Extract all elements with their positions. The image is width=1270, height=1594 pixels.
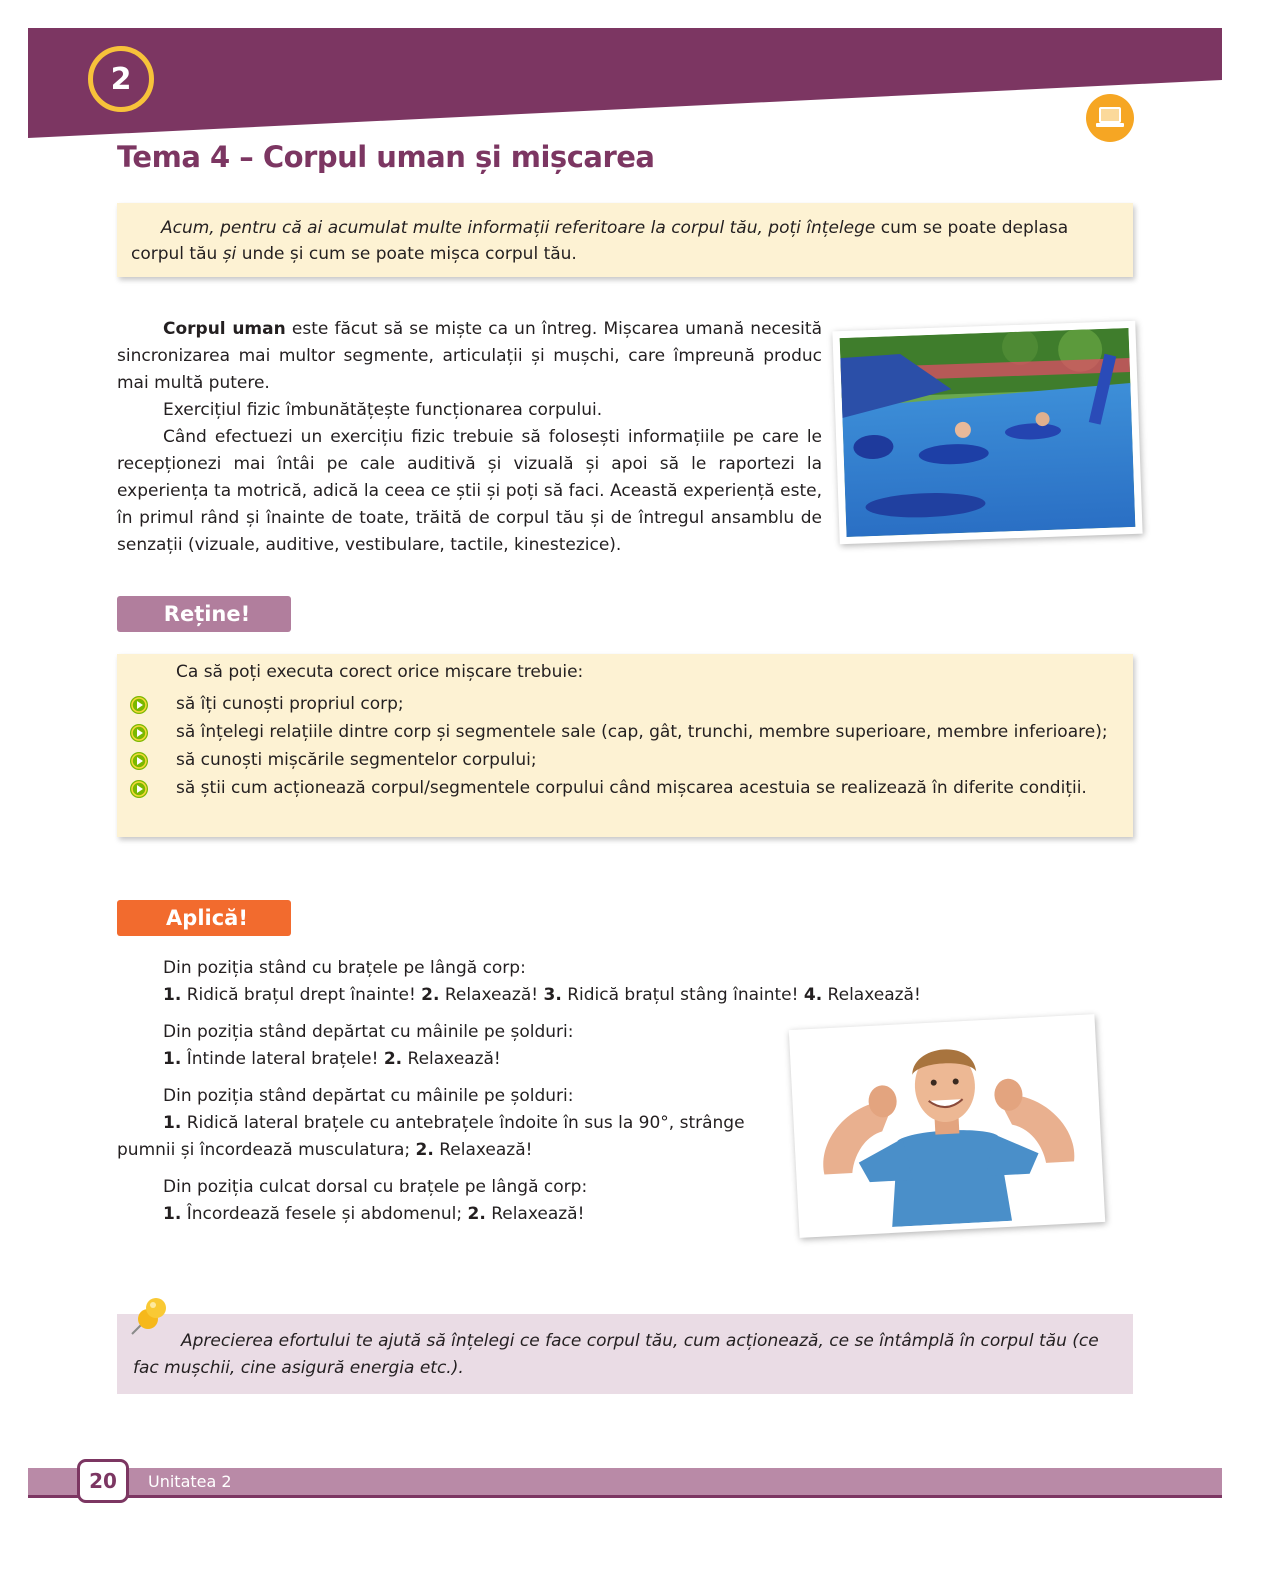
- exercise-steps: [117, 1110, 777, 1137]
- retine-item-text: să cunoști mișcările segmentelor corpului;: [176, 750, 537, 770]
- play-bullet-icon: [130, 752, 148, 770]
- exercise-intro: Din poziția culcat dorsal cu brațele pe lângă corp:: [163, 1177, 588, 1197]
- laptop-icon[interactable]: [1086, 94, 1134, 142]
- step-text: Relaxează!: [822, 985, 921, 1005]
- retine-item-text: să îți cunoști propriul corp;: [176, 694, 404, 714]
- play-bullet-icon: [130, 696, 148, 714]
- list-item: [117, 775, 1133, 802]
- footer-unit-label: Unitatea 2: [148, 1472, 232, 1491]
- step-text: Relaxează!: [433, 1140, 533, 1160]
- step-number: 2.: [467, 1204, 486, 1224]
- body-text: [117, 316, 822, 559]
- step-number: 1.: [163, 1049, 182, 1069]
- exercise-steps-cont: [117, 1137, 777, 1164]
- exercise-1: [117, 955, 957, 1009]
- exercise-steps: [117, 1201, 777, 1228]
- play-bullet-icon: [130, 780, 148, 798]
- paragraph-1-text: este făcut să se miște ca un întreg. Mișcarea umană necesită sincronizarea mai multor segmente, articulații și mușchi, care împreună produc mai multă putere.: [117, 319, 822, 393]
- intro-box: [117, 203, 1133, 277]
- list-item: [117, 691, 1133, 718]
- play-bullet-icon: [130, 724, 148, 742]
- paragraph-3: Când efectuezi un exercițiu fizic trebuie să folosești informațiile pe care le recepționezi mai întâi pe cale auditivă și vizuală și apoi să le raportezi la experiența ta motrică, adică la ceea ce știi și poți să faci. Această experiență este, în primul rând și înainte de toate, trăită de corpul tău și de întregul ansamblu de senzații (vizuale, auditive, vestibulare, tactile, kinestezice).: [117, 427, 822, 555]
- step-text: Întinde lateral brațele!: [181, 1049, 384, 1069]
- exercise-steps: [117, 1046, 777, 1073]
- note-box: [117, 1314, 1133, 1394]
- step-number: 1.: [163, 1113, 182, 1133]
- exercise-intro: Din poziția stând depărtat cu mâinile pe șolduri:: [163, 1086, 574, 1106]
- header-banner: [28, 28, 1222, 140]
- pushpin-icon: [126, 1294, 172, 1340]
- retine-box: [117, 654, 1133, 837]
- step-number: 1.: [163, 985, 182, 1005]
- retine-list: [117, 691, 1133, 803]
- retine-item-text: să înțelegi relațiile dintre corp și segmentele sale (cap, gât, trunchi, membre superioare, membre inferioare);: [176, 722, 1108, 742]
- note-text: Aprecierea efortului te ajută să înțelegi ce face corpul tău, cum acționează, ce se întâmplă în corpul tău (ce fac mușchii, cine asigură energia etc.).: [133, 1331, 1099, 1378]
- exercise-2: [117, 1019, 777, 1073]
- retine-label: Reține!: [117, 596, 291, 632]
- intro-text-end: unde și cum se poate mișca corpul tău.: [236, 244, 577, 264]
- aplica-label: Aplică!: [117, 900, 291, 936]
- step-text: Ridică brațul drept înainte!: [181, 985, 422, 1005]
- list-item: [117, 747, 1133, 774]
- step-number: 2.: [415, 1140, 434, 1160]
- exercise-intro: Din poziția stând depărtat cu mâinile pe șolduri:: [163, 1022, 574, 1042]
- step-text: Relaxează!: [439, 985, 544, 1005]
- intro-italic-si: și: [222, 244, 237, 264]
- paragraph-2: Exercițiul fizic îmbunătățește funcționarea corpului.: [163, 400, 603, 420]
- step-number: 1.: [163, 1204, 182, 1224]
- retine-lead: Ca să poți executa corect orice mișcare trebuie:: [176, 662, 584, 682]
- flexing-boy-photo: [789, 1014, 1105, 1238]
- corpul-uman-bold: Corpul uman: [163, 319, 286, 339]
- step-number: 2.: [421, 985, 440, 1005]
- step-text: Relaxează!: [402, 1049, 501, 1069]
- list-item: [117, 719, 1133, 746]
- paragraph-1: [117, 316, 822, 397]
- step-text: Ridică lateral brațele cu antebrațele îndoite în sus la 90°, strânge: [181, 1113, 745, 1133]
- page-title: Tema 4 – Corpul uman și mișcarea: [117, 140, 655, 174]
- exercise-3: [117, 1083, 777, 1164]
- exercise-steps: [117, 982, 957, 1009]
- exercise-intro: Din poziția stând cu brațele pe lângă corp:: [163, 958, 526, 978]
- step-number: 2.: [383, 1049, 403, 1069]
- page-number: 20: [77, 1459, 129, 1503]
- step-text: Ridică brațul stâng înainte!: [561, 985, 804, 1005]
- step-text: pumnii și încordează musculatura;: [117, 1140, 416, 1160]
- step-number: 4.: [803, 985, 823, 1005]
- step-text: Încordează fesele și abdomenul;: [181, 1204, 468, 1224]
- step-text: Relaxează!: [485, 1204, 585, 1224]
- unit-number: 2: [110, 61, 132, 97]
- unit-number-badge: [88, 46, 154, 112]
- exercise-4: [117, 1174, 777, 1228]
- intro-text: cum se poate deplasa corpul tău: [131, 218, 1069, 264]
- retine-item-text: să știi cum acționează corpul/segmentele corpului când mișcarea acestuia se realizează în diferite condiții.: [176, 778, 1087, 798]
- step-number: 3.: [543, 985, 562, 1005]
- intro-italic: Acum, pentru că ai acumulat multe informații referitoare la corpul tău, poți înțelege: [161, 218, 876, 238]
- gymnastics-photo: [832, 321, 1142, 544]
- footer-divider: [28, 1495, 1222, 1498]
